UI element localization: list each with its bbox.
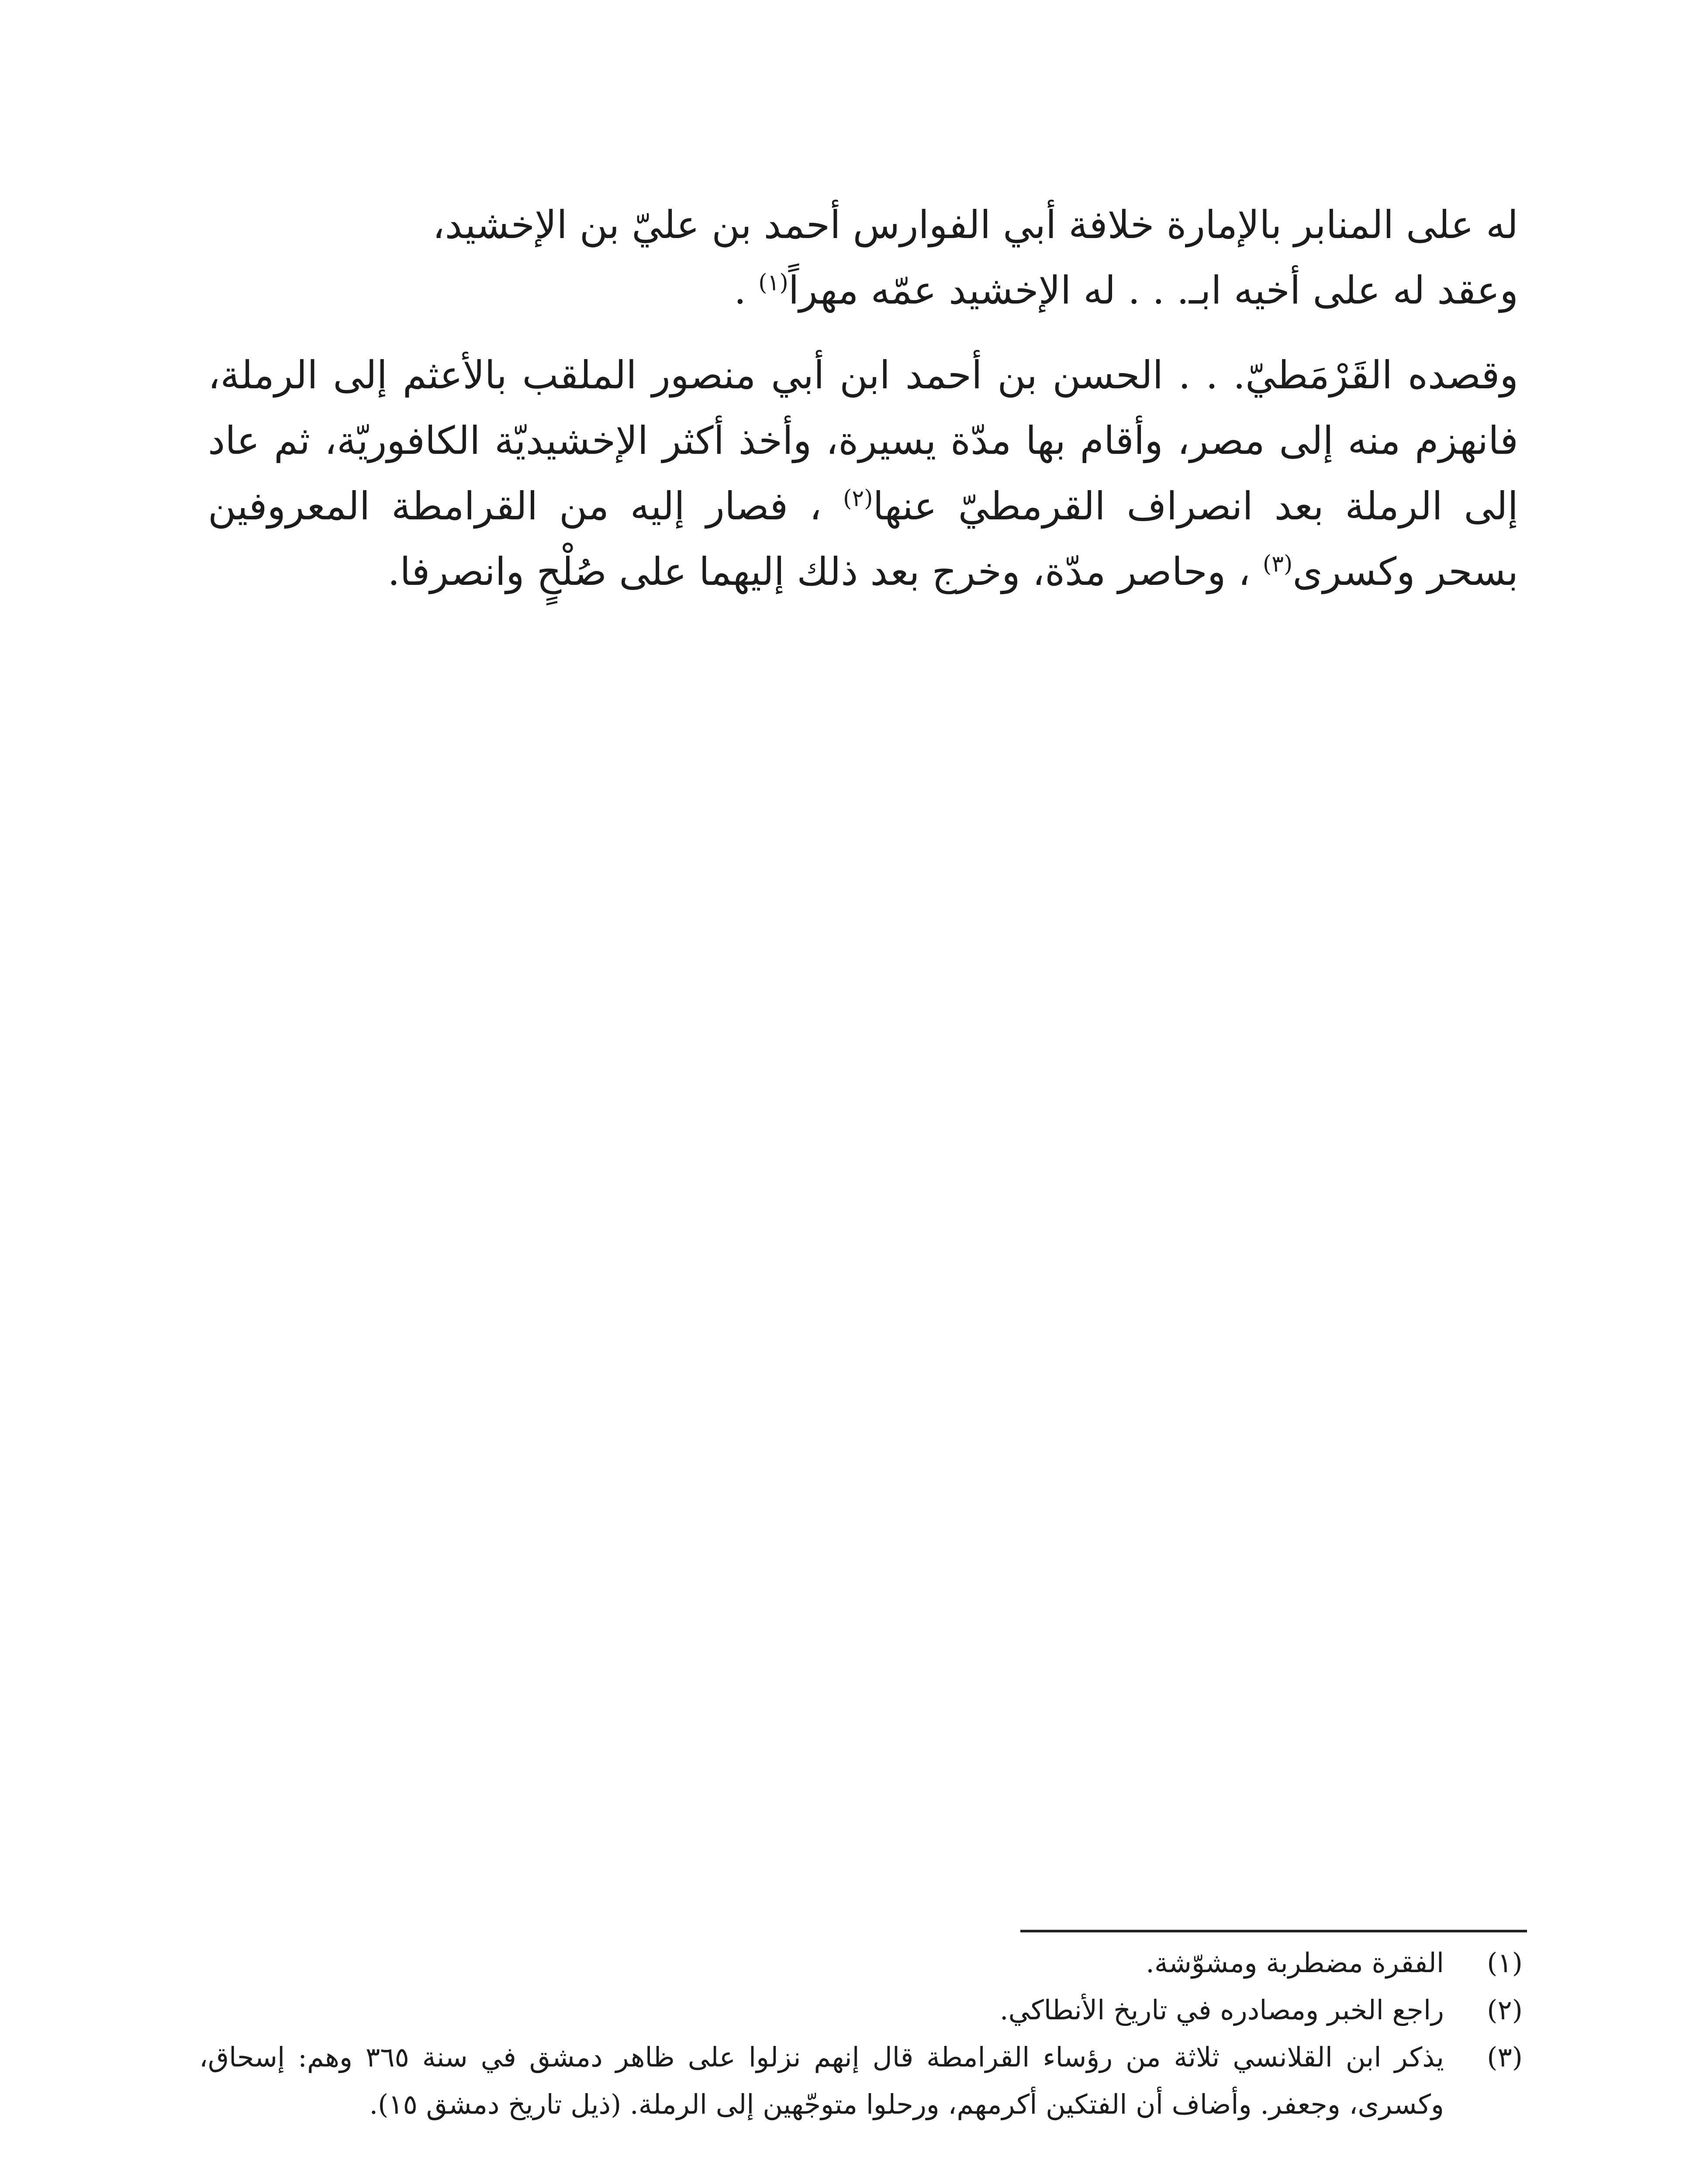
paragraph-1-line-1: له على المنابر بالإمارة خلافة أبي الفوارس أحمد بن عليّ بن الإخشيد، bbox=[432, 202, 1518, 247]
footnote-divider bbox=[1020, 1930, 1527, 1932]
paragraph-2-part-1: وقصده القَرْمَطيّ. . . الحسن بن أحمد ابن أبي منصور الملقب بالأعثم إلى الرملة، فانهزم منه إلى مصر، وأقام بها مدّة يسيرة، وأخذ أكثر الإخشيديّة الكافوريّة، ثم عاد إلى الرملة بعد انصراف القرمطيّ عنها bbox=[208, 352, 1518, 529]
main-text bbox=[208, 192, 1518, 605]
paragraph-1 bbox=[208, 192, 1518, 323]
footnote-ref-1: (١) bbox=[758, 270, 788, 296]
paragraph-2 bbox=[208, 342, 1518, 605]
footnote-2 bbox=[199, 1987, 1523, 2034]
footnote-3 bbox=[199, 2034, 1523, 2128]
footnote-ref-3: (٣) bbox=[1262, 551, 1293, 577]
footnote-ref-2: (٢) bbox=[843, 485, 873, 512]
footnote-number: (٣) bbox=[1487, 2041, 1523, 2073]
paragraph-2-part-2: ، فصار إليه من القرامطة المعروفين بسحر وكسرى bbox=[208, 484, 1518, 594]
paragraph-2-part-3: ، وحاصر مدّة، وخرج بعد ذلك إليهما على صُلْحٍ وانصرفا. bbox=[387, 549, 1263, 594]
paragraph-1-line-2: وعقد له على أخيه ابـ. . . له الإخشيد عمّه مهراً bbox=[788, 268, 1518, 313]
footnotes bbox=[199, 1939, 1523, 2128]
footnote-1 bbox=[199, 1939, 1523, 1987]
footnote-text: يذكر ابن القلانسي ثلاثة من رؤساء القرامطة قال إنهم نزلوا على ظاهر دمشق في سنة ٣٦٥ وهم: إسحاق، وكسرى، وجعفر. وأضاف أن الفتكين أكرمهم، ورحلوا متوجّهين إلى الرملة. (ذيل تاريخ دمشق ١٥). bbox=[199, 2041, 1444, 2120]
footnote-text: الفقرة مضطربة ومشوّشة. bbox=[1146, 1947, 1444, 1979]
footnote-number: (٢) bbox=[1487, 1994, 1523, 2026]
footnote-text: راجع الخبر ومصادره في تاريخ الأنطاكي. bbox=[999, 1994, 1444, 2026]
paragraph-1-tail: . bbox=[734, 268, 759, 313]
footnote-number: (١) bbox=[1487, 1947, 1523, 1979]
